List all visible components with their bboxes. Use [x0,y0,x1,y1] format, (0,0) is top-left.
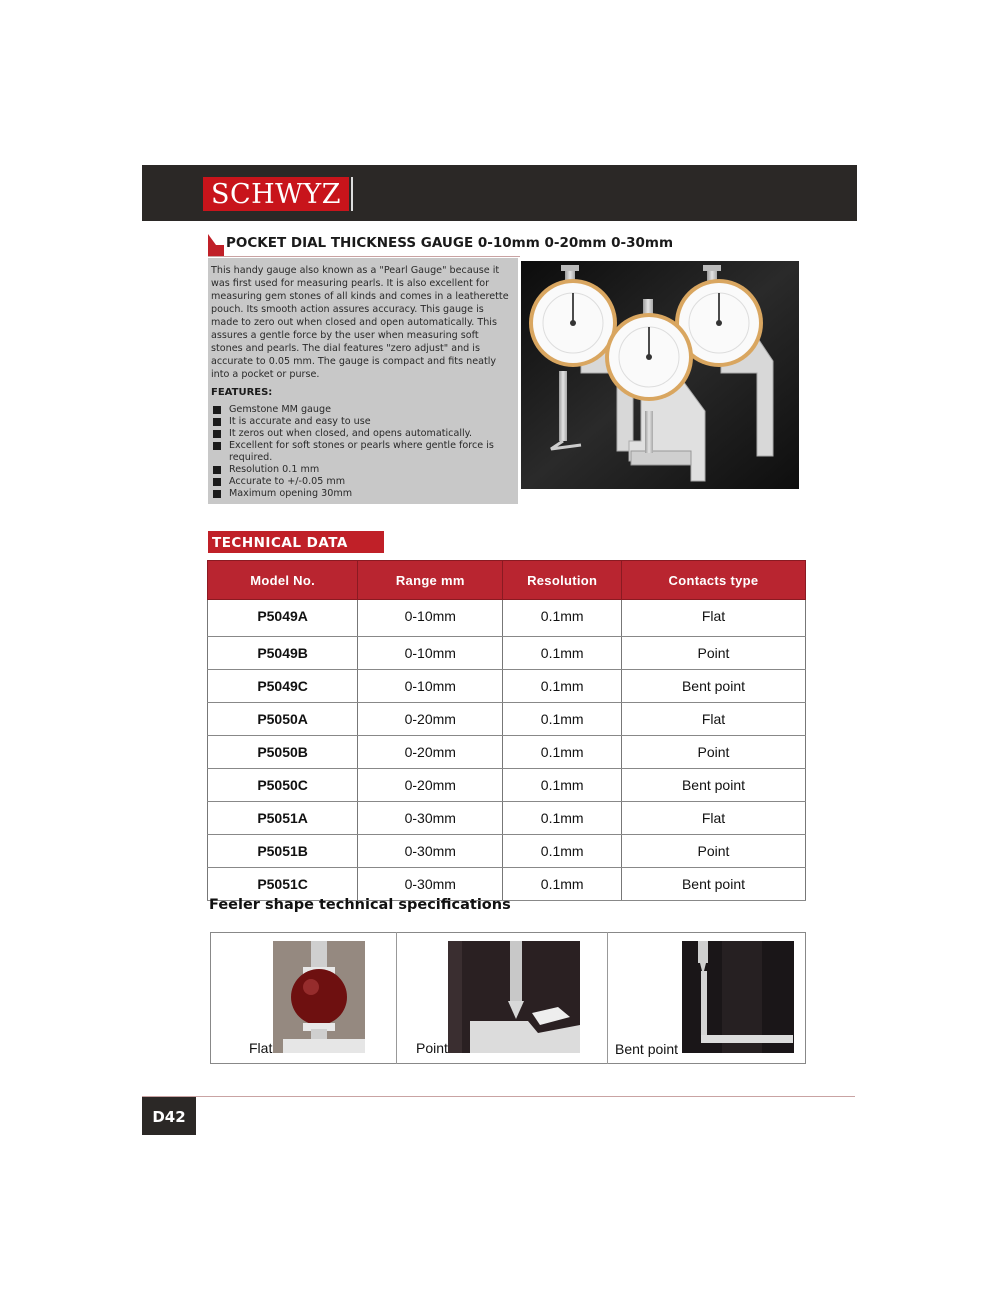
cell-range: 0-20mm [358,703,503,736]
cell-contacts: Flat [621,802,805,835]
cell-resolution: 0.1mm [503,802,622,835]
features-list [212,404,512,500]
feature-item: It zeros out when closed, and opens automatically. [212,428,512,440]
feeler-bent-point-image [682,941,794,1053]
column-header-resolution: Resolution [503,561,622,600]
cell-model: P5051C [208,868,358,901]
flat-feeler-illustration [273,941,365,1053]
cell-range: 0-20mm [358,736,503,769]
feature-item: Excellent for soft stones or pearls where gentle force is required. [212,440,512,464]
feature-item: Accurate to +/-0.05 mm [212,476,512,488]
cell-contacts: Point [621,736,805,769]
cell-model: P5050B [208,736,358,769]
cell-contacts: Bent point [621,670,805,703]
feeler-label-point: Point [416,1040,448,1056]
table-row [208,802,806,835]
table-header-row [208,561,806,600]
cell-model: P5049C [208,670,358,703]
feeler-flat-image [273,941,365,1053]
cell-model: P5050A [208,703,358,736]
cell-model: P5049A [208,600,358,637]
feature-item: Maximum opening 30mm [212,488,512,500]
product-description: This handy gauge also known as a "Pearl Gauge" because it was first used for measuring pearls. It is also excellent for measuring gem stones of all kinds and comes in a leatherette pouch. Its smooth action assures accuracy. This gauge is made to zero out when closed and open automatically. This assures a gentle force by the user when measuring soft stones and pearls. The dial features "zero adjust" and is accurate to 0.05 mm. The gauge is compact and fits neatly into a pocket or purse. [211,265,509,380]
table-row [208,835,806,868]
title-accent-mark-base [208,245,224,256]
spec-table [207,560,806,901]
product-photo [521,261,799,489]
bent-point-feeler-illustration [682,941,794,1053]
cell-range: 0-10mm [358,600,503,637]
cell-resolution: 0.1mm [503,868,622,901]
cell-contacts: Flat [621,703,805,736]
cell-model: P5049B [208,637,358,670]
feature-item: It is accurate and easy to use [212,416,512,428]
cell-contacts: Point [621,835,805,868]
brand-divider [351,177,353,211]
cell-model: P5051A [208,802,358,835]
point-feeler-illustration [448,941,580,1053]
cell-contacts: Flat [621,600,805,637]
column-header-model: Model No. [208,561,358,600]
cell-model: P5051B [208,835,358,868]
table-row [208,769,806,802]
table-row [208,670,806,703]
cell-range: 0-10mm [358,670,503,703]
feeler-divider [607,932,608,1064]
column-header-range: Range mm [358,561,503,600]
page-number: D42 [142,1097,196,1135]
feature-item: Resolution 0.1 mm [212,464,512,476]
product-title: POCKET DIAL THICKNESS GAUGE 0-10mm 0-20mm 0-30mm [226,235,674,251]
cell-contacts: Bent point [621,769,805,802]
dial-gauges-illustration [521,261,799,489]
cell-contacts: Point [621,637,805,670]
cell-resolution: 0.1mm [503,736,622,769]
cell-range: 0-10mm [358,637,503,670]
feeler-label-flat: Flat [249,1040,273,1056]
feeler-point-image [448,941,580,1053]
feeler-heading: Feeler shape technical specifications [209,897,511,913]
feeler-label-bent-point: Bent point [615,1041,679,1057]
cell-resolution: 0.1mm [503,703,622,736]
cell-range: 0-30mm [358,802,503,835]
table-row [208,637,806,670]
cell-resolution: 0.1mm [503,835,622,868]
feeler-divider [396,932,397,1064]
feature-item: Gemstone MM gauge [212,404,512,416]
title-underline [208,256,520,257]
cell-resolution: 0.1mm [503,670,622,703]
table-row [208,736,806,769]
brand-logo: SCHWYZ [203,177,349,211]
cell-resolution: 0.1mm [503,600,622,637]
footer-rule [142,1096,855,1097]
table-row [208,868,806,901]
cell-contacts: Bent point [621,868,805,901]
table-row [208,703,806,736]
cell-resolution: 0.1mm [503,637,622,670]
table-row [208,600,806,637]
cell-range: 0-20mm [358,769,503,802]
cell-range: 0-30mm [358,835,503,868]
technical-data-heading: TECHNICAL DATA [208,531,384,553]
cell-resolution: 0.1mm [503,769,622,802]
features-heading: FEATURES: [211,387,273,398]
cell-range: 0-30mm [358,868,503,901]
column-header-contacts: Contacts type [621,561,805,600]
cell-model: P5050C [208,769,358,802]
